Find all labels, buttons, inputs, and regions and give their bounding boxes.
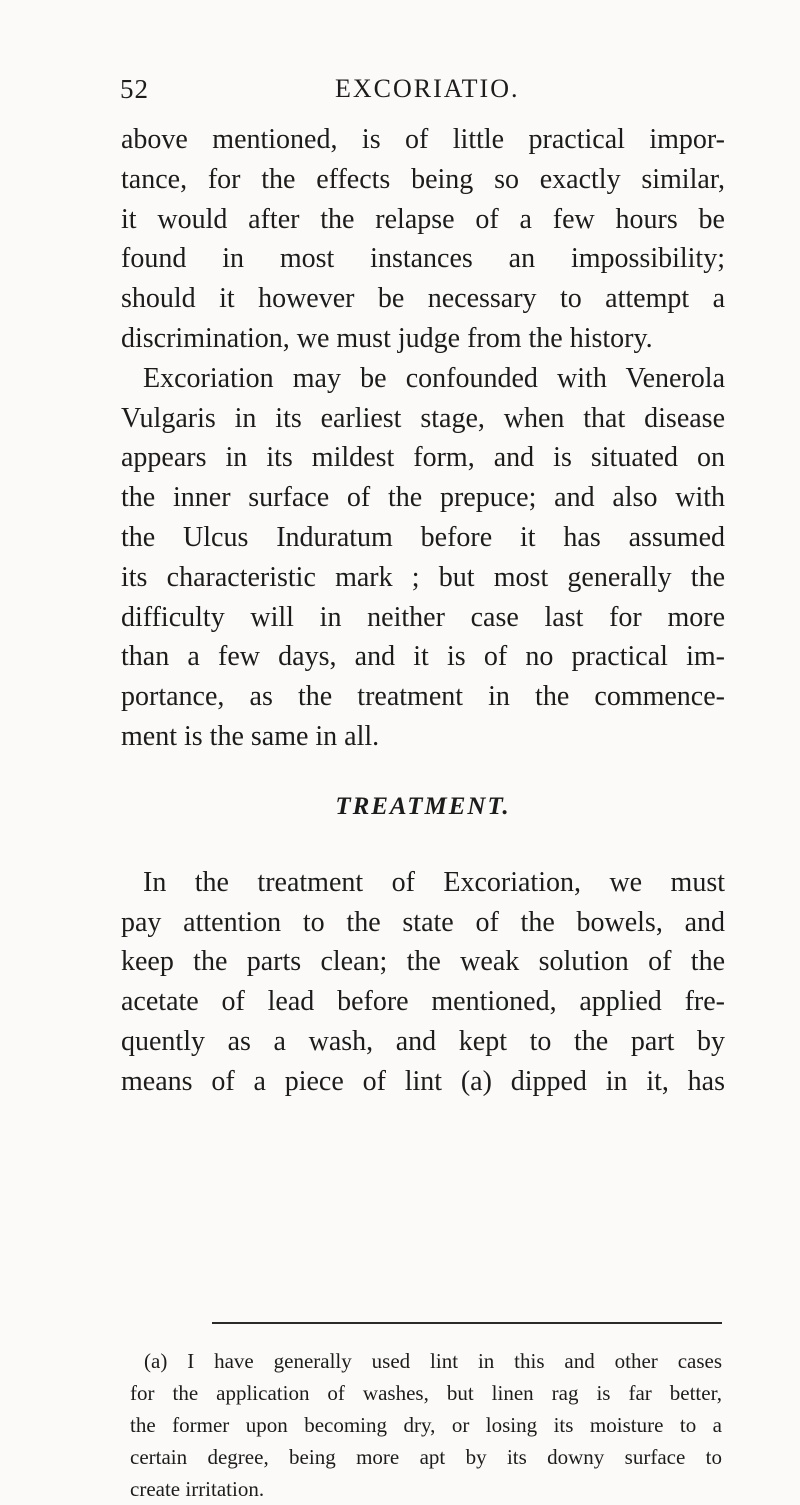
running-title: EXCORIATIO. [335, 74, 520, 103]
text-line: Excoriation may be confounded with Venerola [143, 362, 725, 394]
text-line: Vulgaris in its earliest stage, when that disease [121, 402, 725, 434]
text-line: portance, as the treatment in the commence- [121, 681, 725, 713]
page-number: 52 [120, 74, 149, 104]
footnote-line: (a) I have generally used lint in this and other cases [144, 1349, 722, 1373]
paragraph-2 [121, 359, 725, 757]
text-line: appears in its mildest form, and is situated on [121, 442, 725, 474]
text-line: means of a piece of lint (a) dipped in it, has [121, 1065, 725, 1097]
text-line: found in most instances an impossibility; [121, 243, 725, 275]
text-line: than a few days, and it is of no practical im- [121, 641, 725, 673]
running-head [120, 74, 720, 114]
text-line: ment is the same in all. [121, 720, 380, 752]
section-heading: TREATMENT. [335, 792, 511, 820]
text-line: it would after the relapse of a few hours be [121, 203, 725, 235]
footnote-line: for the application of washes, but linen rag is far better, [130, 1381, 722, 1405]
text-line: the Ulcus Induratum before it has assumed [121, 521, 725, 553]
footnote-line: the former upon becoming dry, or losing its moisture to a [130, 1413, 722, 1437]
text-line: acetate of lead before mentioned, applied fre- [121, 986, 725, 1018]
text-line: above mentioned, is of little practical impor- [121, 124, 725, 155]
footnote-line: create irritation. [130, 1477, 265, 1501]
text-line: its characteristic mark ; but most generally the [121, 561, 725, 593]
footnote-line: certain degree, being more apt by its downy surface to [130, 1445, 722, 1469]
text-line: pay attention to the state of the bowels, and [121, 906, 725, 938]
paragraph-3 [121, 863, 725, 1102]
text-line: quently as a wash, and kept to the part by [121, 1025, 725, 1057]
footnote-divider [212, 1322, 722, 1324]
text-line: tance, for the effects being so exactly similar, [121, 163, 725, 195]
body-text [121, 120, 725, 1102]
text-line: difficulty will in neither case last for more [121, 601, 725, 633]
text-line: the inner surface of the prepuce; and also with [121, 482, 725, 514]
text-line: In the treatment of Excoriation, we must [143, 866, 725, 898]
text-line: should it however be necessary to attempt a [121, 283, 725, 315]
text-line: discrimination, we must judge from the history. [121, 322, 653, 354]
paragraph-1 [121, 120, 725, 359]
text-line: keep the parts clean; the weak solution of the [121, 946, 725, 978]
footnote [130, 1345, 722, 1505]
